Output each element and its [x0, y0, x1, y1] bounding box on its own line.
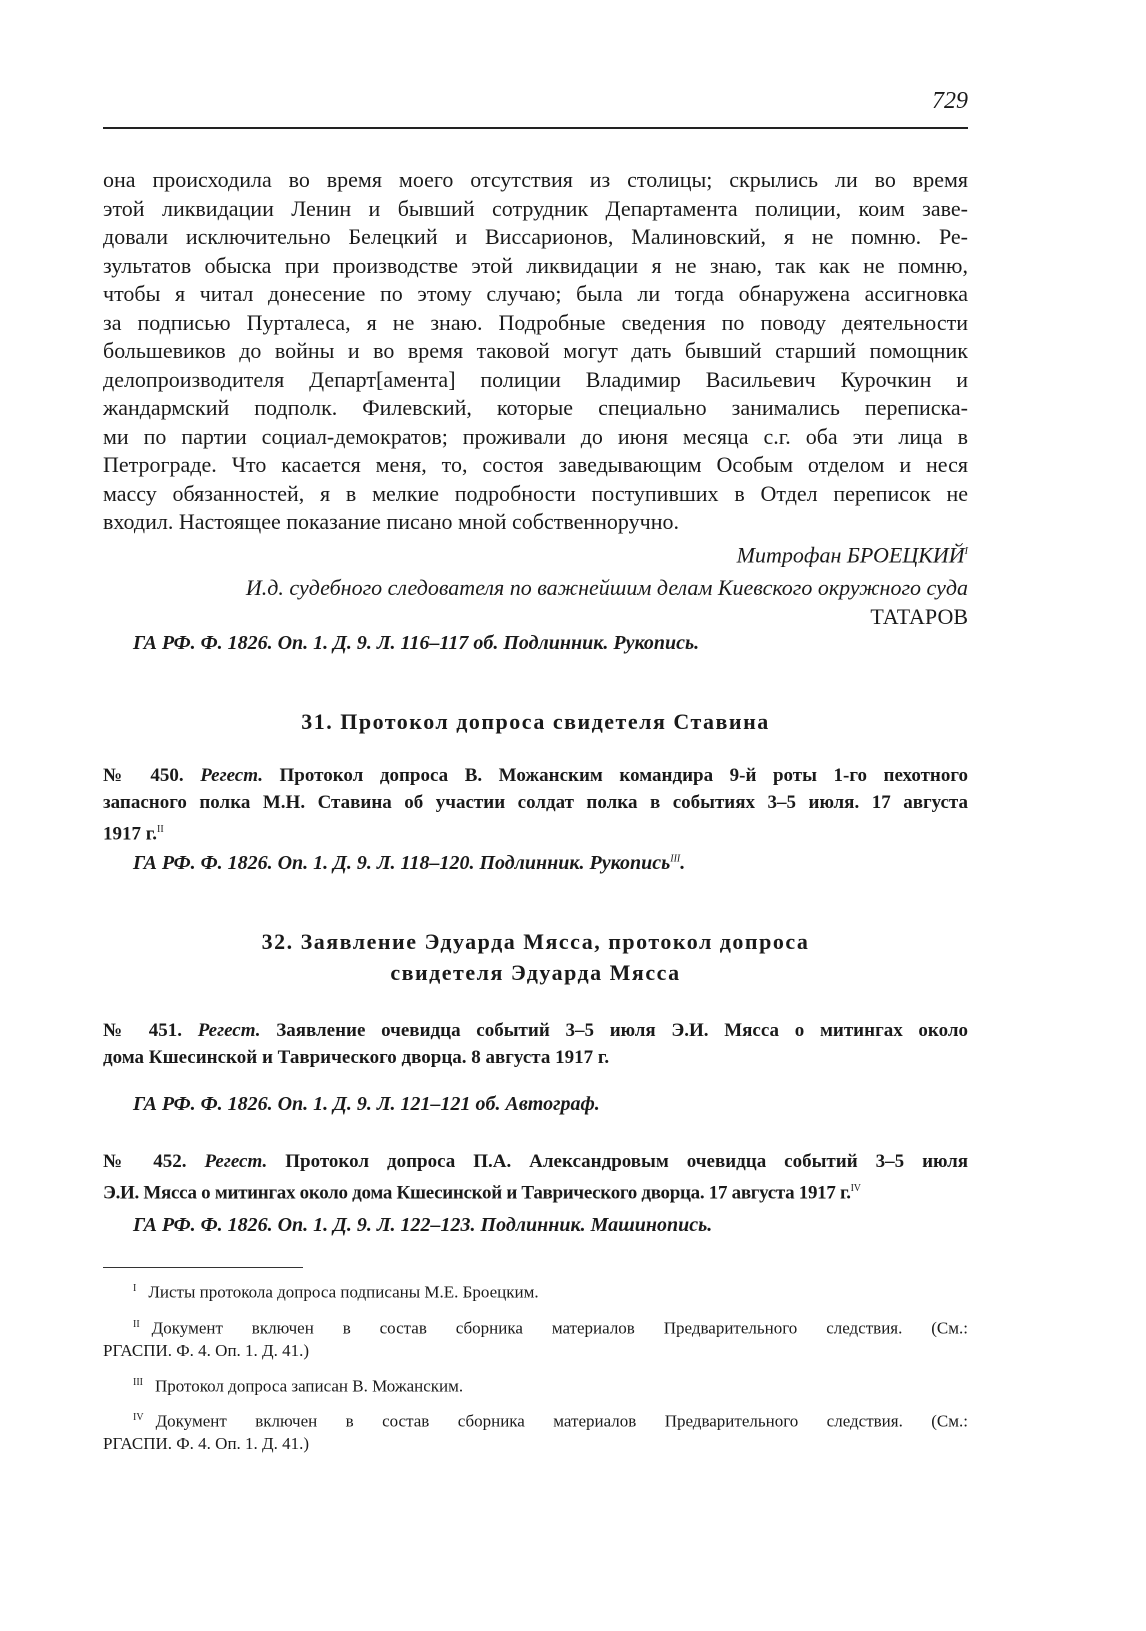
signature-name: Митрофан БРОЕЦКИЙ	[736, 542, 965, 568]
signature-official: И.д. судебного следователя по важнейшим делам Киевского окружного суда	[245, 575, 968, 601]
body-line: делопроизводителя Департ[амента] полиции Владимир Васильевич Курочкин и	[103, 366, 968, 392]
body-line: зультатов обыска при производстве этой ликвидации я не знаю, так как не помню,	[103, 252, 968, 278]
body-text	[103, 166, 968, 537]
footnote-text: Листы протокола допроса подписаны М.Е. Броецким.	[148, 1282, 539, 1302]
regest-label: Регест.	[197, 1020, 261, 1041]
doc31-regest	[103, 762, 968, 843]
body-line: входил. Настоящее показание писано мной собственноручно.	[103, 509, 679, 534]
doc31-source: ГА РФ. Ф. 1826. Оп. 1. Д. 9. Л. 118–120. Подлинник. Рукопись$^{III}$.	[133, 852, 686, 874]
footnote-mark: III	[670, 853, 681, 865]
regest-text: запасного полка М.Н. Ставина об участии солдат полка в событиях 3–5 июля. 17 августа	[103, 792, 968, 813]
body-line: ми по партии социал-демократов; проживали до июня месяца с.г. оба эти лица в	[103, 423, 968, 449]
regest-text: Протокол допроса П.А. Александровым очевидца событий 3–5 июля	[285, 1151, 969, 1172]
source-text: ГА РФ. Ф. 1826. Оп. 1. Д. 9. Л. 118–120. Подлинник. Рукопись	[133, 852, 671, 874]
footnote-mark: IV	[133, 1412, 144, 1424]
footnote-mark: IV	[850, 1183, 861, 1194]
body-line: этой ликвидации Ленин и бывший сотрудник Департамента полиции, коим заве-	[103, 195, 968, 221]
footnote-rule	[103, 1267, 303, 1268]
doc32-regest-452	[103, 1148, 968, 1202]
footnotes	[103, 1276, 968, 1457]
regest-text: Заявление очевидца событий 3–5 июля Э.И. Мясса о митингах около	[276, 1020, 969, 1041]
page-number: 729	[932, 88, 968, 114]
title-line: 32. Заявление Эдуарда Мясса, протокол допроса	[261, 929, 810, 954]
footnote-text: Документ включен в состав сборника материалов Предварительного следствия. (См.:	[151, 1318, 968, 1338]
body-line: за подписью Пурталеса, я не знаю. Подробные сведения по поводу деятельности	[103, 309, 968, 335]
footnote-text: РГАСПИ. Ф. 4. Оп. 1. Д. 41.)	[103, 1340, 310, 1360]
title-line: свидетеля Эдуарда Мясса	[390, 960, 681, 985]
doc32-title	[103, 926, 968, 988]
regest-label: Регест.	[200, 765, 263, 786]
body-line: большевиков до войны и во время таковой могут дать бывший старший помощник	[103, 338, 968, 363]
footnote-text: РГАСПИ. Ф. 4. Оп. 1. Д. 41.)	[103, 1434, 310, 1454]
body-line: массу обязанностей, я в мелкие подробности поступивших в Отдел переписок не	[103, 480, 968, 506]
footnote-text: Протокол допроса записан В. Можанским.	[155, 1376, 464, 1396]
regest-text: Протокол допроса В. Можанским командира 9-й роты 1-го пехотного	[279, 765, 969, 786]
footnote-mark: III	[133, 1376, 143, 1388]
body-line: чтобы я читал донесение по этому случаю; была ли тогда обнаружена ассигновка	[103, 281, 968, 306]
doc32-source-452: ГА РФ. Ф. 1826. Оп. 1. Д. 9. Л. 122–123. Подлинник. Машинопись.	[133, 1214, 713, 1236]
regest-label: Регест.	[204, 1151, 268, 1172]
footnote	[103, 1312, 968, 1364]
footnote-text: Документ включен в состав сборника материалов Предварительного следствия. (См.:	[155, 1411, 968, 1431]
regest-number: № 450.	[103, 765, 184, 786]
regest-number: № 452.	[103, 1151, 187, 1172]
signature-official-name: ТАТАРОВ	[870, 604, 968, 630]
regest-number: № 451.	[103, 1020, 183, 1041]
body-line: Петрограде. Что касается меня, то, состоя заведывающим Особым отделом и неся	[103, 452, 968, 477]
body-line: жандармский подполк. Филевский, которые специально занимались переписка-	[103, 395, 968, 420]
regest-text: 1917 г.	[103, 823, 157, 845]
header-rule	[103, 127, 968, 129]
doc32-regest-451	[103, 1017, 968, 1071]
footnote	[103, 1405, 968, 1457]
regest-text: дома Кшесинской и Таврического дворца. 8 августа 1917 г.	[103, 1047, 610, 1068]
footnote-mark: I	[964, 546, 968, 557]
footnote	[103, 1276, 968, 1306]
footnote-mark: II	[157, 824, 164, 835]
doc32-source-451: ГА РФ. Ф. 1826. Оп. 1. Д. 9. Л. 121–121 об. Автограф.	[133, 1093, 600, 1115]
regest-text: Э.И. Мясса о митингах около дома Кшесинской и Таврического дворца. 17 августа 1917 г.	[103, 1182, 851, 1204]
signature-block	[103, 537, 968, 631]
archive-source: ГА РФ. Ф. 1826. Оп. 1. Д. 9. Л. 116–117 об. Подлинник. Рукопись.	[133, 632, 700, 654]
doc31-title: 31. Протокол допроса свидетеля Ставина	[301, 709, 770, 734]
footnote-mark: II	[133, 1318, 140, 1330]
footnote-mark: I	[133, 1283, 137, 1294]
body-line: она происходила во время моего отсутствия из столицы; скрылись ли во время	[103, 167, 968, 192]
body-line: довали исключительно Белецкий и Виссарионов, Малиновский, я не помню. Ре-	[103, 224, 968, 249]
footnote	[103, 1370, 968, 1400]
